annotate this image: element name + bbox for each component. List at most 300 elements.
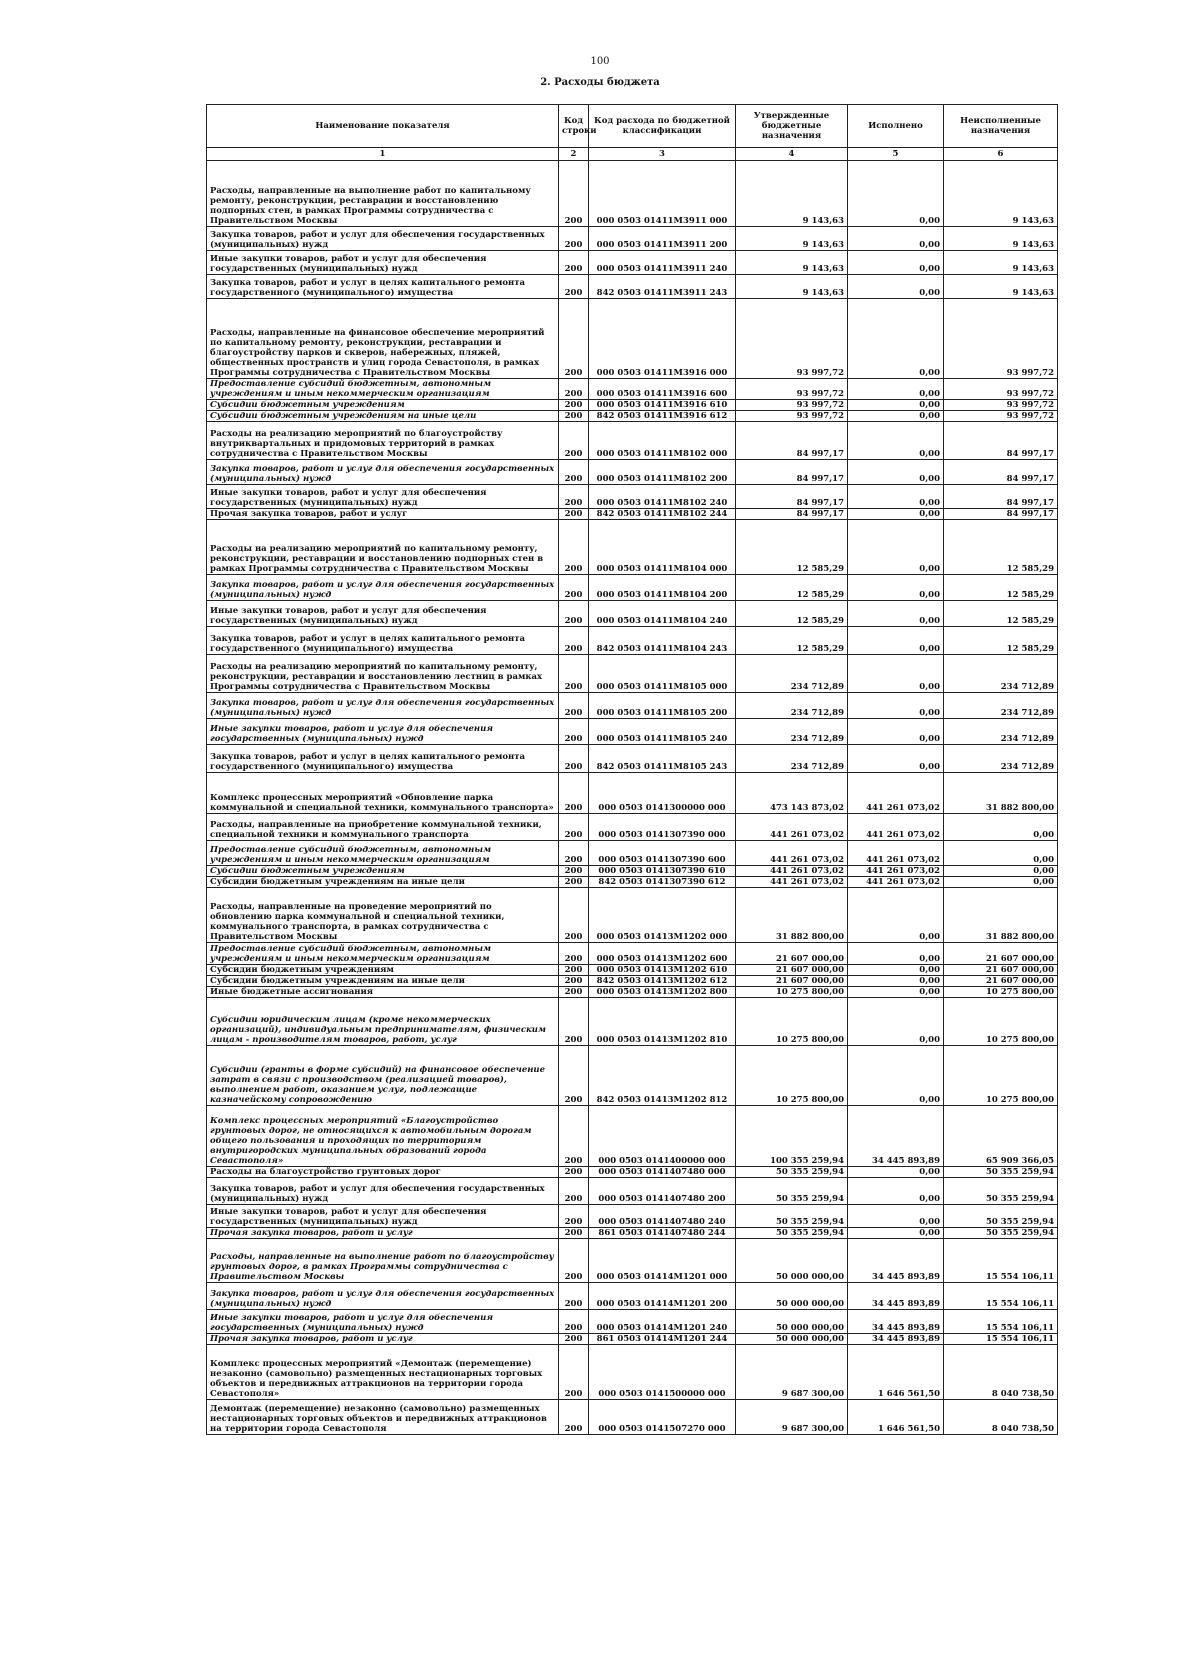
row-classification-code: 000 0503 01411М8104 200 [589, 575, 736, 601]
row-executed: 441 261 073,02 [848, 866, 944, 877]
header-approved-amount: Утвержденные бюджетные назначения [736, 105, 848, 148]
row-name: Иные закупки товаров, работ и услуг для обеспечения государственных (муниципальных) нужд [207, 485, 559, 509]
row-approved: 50 000 000,00 [736, 1283, 848, 1310]
row-line-code: 200 [559, 509, 589, 520]
row-line-code: 200 [559, 161, 589, 227]
row-unexecuted: 93 997,72 [944, 400, 1058, 411]
row-name: Комплекс процессных мероприятий «Благоустройство грунтовых дорог, не относящихся к автомобильным дорогам общего пользования и проходящих по территориям внутригородских муниципальных образований города Севастополя» [207, 1106, 559, 1167]
column-number-row [207, 148, 1058, 161]
row-line-code: 200 [559, 400, 589, 411]
table-row [207, 400, 1058, 411]
row-unexecuted: 234 712,89 [944, 655, 1058, 693]
table-row [207, 693, 1058, 719]
row-classification-code: 000 0503 0141307390 000 [589, 814, 736, 841]
row-executed: 0,00 [848, 745, 944, 773]
table-row [207, 1345, 1058, 1400]
row-unexecuted: 93 997,72 [944, 379, 1058, 400]
row-approved: 9 687 300,00 [736, 1400, 848, 1435]
row-approved: 50 355 259,94 [736, 1205, 848, 1228]
row-line-code: 200 [559, 1205, 589, 1228]
row-unexecuted: 12 585,29 [944, 520, 1058, 575]
table-row [207, 773, 1058, 814]
row-executed: 34 445 893,89 [848, 1283, 944, 1310]
row-approved: 93 997,72 [736, 411, 848, 422]
row-unexecuted: 234 712,89 [944, 745, 1058, 773]
table-row [207, 1283, 1058, 1310]
table-row [207, 943, 1058, 965]
row-classification-code: 000 0503 0141300000 000 [589, 773, 736, 814]
row-line-code: 200 [559, 227, 589, 251]
table-row [207, 422, 1058, 460]
row-unexecuted: 50 355 259,94 [944, 1167, 1058, 1178]
row-line-code: 200 [559, 888, 589, 943]
row-line-code: 200 [559, 411, 589, 422]
table-row [207, 976, 1058, 987]
row-line-code: 200 [559, 1334, 589, 1345]
row-classification-code: 842 0503 01411М3911 243 [589, 275, 736, 299]
row-name: Субсидии юридическим лицам (кроме некоммерческих организаций), индивидуальным предпринимателям, физическим лицам - производителям товаров, работ, услуг [207, 998, 559, 1046]
row-approved: 12 585,29 [736, 601, 848, 627]
row-line-code: 200 [559, 1310, 589, 1334]
row-executed: 0,00 [848, 422, 944, 460]
row-unexecuted: 15 554 106,11 [944, 1310, 1058, 1334]
row-executed: 0,00 [848, 411, 944, 422]
row-approved: 234 712,89 [736, 719, 848, 745]
row-name: Расходы на реализацию мероприятий по капитальному ремонту, реконструкции, реставрации и восстановлению лестниц в рамках Программы сотрудничества с Правительством Москвы [207, 655, 559, 693]
row-name: Иные закупки товаров, работ и услуг для обеспечения государственных (муниципальных) нужд [207, 601, 559, 627]
table-row [207, 509, 1058, 520]
row-executed: 0,00 [848, 998, 944, 1046]
row-approved: 12 585,29 [736, 520, 848, 575]
row-executed: 0,00 [848, 627, 944, 655]
row-classification-code: 000 0503 01414М1201 000 [589, 1239, 736, 1283]
row-name: Прочая закупка товаров, работ и услуг [207, 1334, 559, 1345]
row-name: Закупка товаров, работ и услуг для обеспечения государственных (муниципальных) нужд [207, 1178, 559, 1205]
row-line-code: 200 [559, 693, 589, 719]
row-approved: 10 275 800,00 [736, 1046, 848, 1106]
row-line-code: 200 [559, 1228, 589, 1239]
column-number: 1 [207, 148, 559, 161]
row-line-code: 200 [559, 275, 589, 299]
row-classification-code: 000 0503 01411М3911 000 [589, 161, 736, 227]
row-line-code: 200 [559, 655, 589, 693]
table-row [207, 841, 1058, 866]
row-line-code: 200 [559, 422, 589, 460]
row-executed: 0,00 [848, 400, 944, 411]
table-row [207, 1400, 1058, 1435]
row-name: Субсидии (гранты в форме субсидий) на финансовое обеспечение затрат в связи с производством (реализацией товаров), выполнением работ, оказанием услуг, подлежащие казначейскому сопровождению [207, 1046, 559, 1106]
row-name: Иные закупки товаров, работ и услуг для обеспечения государственных (муниципальных) нужд [207, 1205, 559, 1228]
row-line-code: 200 [559, 627, 589, 655]
row-line-code: 200 [559, 745, 589, 773]
row-approved: 21 607 000,00 [736, 965, 848, 976]
row-classification-code: 000 0503 01414М1201 200 [589, 1283, 736, 1310]
row-line-code: 200 [559, 1167, 589, 1178]
row-classification-code: 000 0503 01411М3916 000 [589, 299, 736, 379]
column-number: 3 [589, 148, 736, 161]
row-executed: 0,00 [848, 1228, 944, 1239]
row-executed: 441 261 073,02 [848, 841, 944, 866]
table-row [207, 1167, 1058, 1178]
row-line-code: 200 [559, 1345, 589, 1400]
row-executed: 0,00 [848, 1046, 944, 1106]
row-classification-code: 000 0503 01411М8105 240 [589, 719, 736, 745]
row-classification-code: 000 0503 01414М1201 240 [589, 1310, 736, 1334]
column-number: 2 [559, 148, 589, 161]
table-row [207, 1178, 1058, 1205]
table-row [207, 379, 1058, 400]
row-name: Предоставление субсидий бюджетным, автономным учреждениям и иным некоммерческим организациям [207, 943, 559, 965]
row-unexecuted: 9 143,63 [944, 275, 1058, 299]
table-row [207, 275, 1058, 299]
row-unexecuted: 84 997,17 [944, 460, 1058, 485]
header-executed-amount: Исполнено [848, 105, 944, 148]
row-approved: 441 261 073,02 [736, 814, 848, 841]
row-unexecuted: 12 585,29 [944, 627, 1058, 655]
row-line-code: 200 [559, 601, 589, 627]
row-classification-code: 000 0503 01411М8104 000 [589, 520, 736, 575]
row-approved: 93 997,72 [736, 400, 848, 411]
row-unexecuted: 31 882 800,00 [944, 888, 1058, 943]
row-executed: 0,00 [848, 888, 944, 943]
row-approved: 31 882 800,00 [736, 888, 848, 943]
row-name: Расходы, направленные на проведение мероприятий по обновлению парка коммунальной и специальной техники, коммунального транспорта, в рамках сотрудничества с Правительством Москвы [207, 888, 559, 943]
row-name: Субсидии бюджетным учреждениям [207, 400, 559, 411]
row-executed: 0,00 [848, 520, 944, 575]
row-classification-code: 000 0503 0141507270 000 [589, 1400, 736, 1435]
row-name: Расходы, направленные на финансовое обеспечение мероприятий по капитальному ремонту, реконструкции, реставрации и благоустройству парков и скверов, набережных, пляжей, общественных пространств и улиц города Севастополя, в рамках Программы сотрудничества с Правительством Москвы [207, 299, 559, 379]
row-unexecuted: 93 997,72 [944, 411, 1058, 422]
row-executed: 0,00 [848, 943, 944, 965]
table-row [207, 998, 1058, 1046]
row-unexecuted: 50 355 259,94 [944, 1178, 1058, 1205]
row-classification-code: 000 0503 01411М8105 000 [589, 655, 736, 693]
row-approved: 84 997,17 [736, 460, 848, 485]
row-classification-code: 842 0503 0141307390 612 [589, 877, 736, 888]
row-classification-code: 861 0503 01414М1201 244 [589, 1334, 736, 1345]
row-unexecuted: 84 997,17 [944, 422, 1058, 460]
row-line-code: 200 [559, 976, 589, 987]
row-approved: 12 585,29 [736, 575, 848, 601]
row-unexecuted: 84 997,17 [944, 509, 1058, 520]
table-row [207, 1334, 1058, 1345]
row-classification-code: 842 0503 01411М8102 244 [589, 509, 736, 520]
row-approved: 50 000 000,00 [736, 1239, 848, 1283]
row-executed: 0,00 [848, 1205, 944, 1228]
row-approved: 234 712,89 [736, 655, 848, 693]
row-line-code: 200 [559, 841, 589, 866]
row-classification-code: 000 0503 0141407480 200 [589, 1178, 736, 1205]
row-line-code: 200 [559, 575, 589, 601]
table-row [207, 601, 1058, 627]
row-executed: 0,00 [848, 509, 944, 520]
row-approved: 9 143,63 [736, 227, 848, 251]
row-classification-code: 000 0503 01413М1202 600 [589, 943, 736, 965]
row-approved: 234 712,89 [736, 693, 848, 719]
row-unexecuted: 65 909 366,05 [944, 1106, 1058, 1167]
row-classification-code: 842 0503 01411М8104 243 [589, 627, 736, 655]
row-name: Закупка товаров, работ и услуг для обеспечения государственных (муниципальных) нужд [207, 575, 559, 601]
row-name: Субсидии бюджетным учреждениям на иные цели [207, 411, 559, 422]
row-approved: 21 607 000,00 [736, 976, 848, 987]
row-classification-code: 000 0503 0141500000 000 [589, 1345, 736, 1400]
row-unexecuted: 8 040 738,50 [944, 1345, 1058, 1400]
row-classification-code: 000 0503 01413М1202 800 [589, 987, 736, 998]
table-row [207, 987, 1058, 998]
row-name: Прочая закупка товаров, работ и услуг [207, 509, 559, 520]
row-name: Расходы, направленные на выполнение работ по капитальному ремонту, реконструкции, реставрации и восстановлению подпорных стен, в рамках Программы сотрудничества с Правительством Москвы [207, 161, 559, 227]
row-name: Расходы на реализацию мероприятий по благоустройству внутриквартальных и придомовых территорий в рамках сотрудничества с Правительством Москвы [207, 422, 559, 460]
table-row [207, 485, 1058, 509]
row-name: Иные закупки товаров, работ и услуг для обеспечения государственных (муниципальных) нужд [207, 251, 559, 275]
row-approved: 84 997,17 [736, 485, 848, 509]
row-classification-code: 000 0503 01411М8104 240 [589, 601, 736, 627]
row-approved: 93 997,72 [736, 299, 848, 379]
table-row [207, 520, 1058, 575]
row-name: Демонтаж (перемещение) незаконно (самовольно) размещенных нестационарных торговых объектов и передвижных аттракционов на территории города Севастополя [207, 1400, 559, 1435]
table-row [207, 251, 1058, 275]
table-row [207, 299, 1058, 379]
row-name: Закупка товаров, работ и услуг в целях капитального ремонта государственного (муниципального) имущества [207, 627, 559, 655]
row-executed: 34 445 893,89 [848, 1106, 944, 1167]
row-name: Предоставление субсидий бюджетным, автономным учреждениям и иным некоммерческим организациям [207, 841, 559, 866]
row-executed: 0,00 [848, 161, 944, 227]
row-line-code: 200 [559, 1283, 589, 1310]
row-unexecuted: 10 275 800,00 [944, 998, 1058, 1046]
row-unexecuted: 12 585,29 [944, 601, 1058, 627]
row-unexecuted: 21 607 000,00 [944, 965, 1058, 976]
table-row [207, 877, 1058, 888]
row-executed: 0,00 [848, 987, 944, 998]
row-unexecuted: 93 997,72 [944, 299, 1058, 379]
row-approved: 21 607 000,00 [736, 943, 848, 965]
row-line-code: 200 [559, 460, 589, 485]
row-executed: 1 646 561,50 [848, 1345, 944, 1400]
row-approved: 84 997,17 [736, 509, 848, 520]
row-name: Закупка товаров, работ и услуг для обеспечения государственных (муниципальных) нужд [207, 1283, 559, 1310]
row-approved: 84 997,17 [736, 422, 848, 460]
row-classification-code: 842 0503 01413М1202 812 [589, 1046, 736, 1106]
row-executed: 0,00 [848, 965, 944, 976]
row-name: Иные закупки товаров, работ и услуг для обеспечения государственных (муниципальных) нужд [207, 719, 559, 745]
column-number: 5 [848, 148, 944, 161]
row-executed: 441 261 073,02 [848, 814, 944, 841]
column-number: 6 [944, 148, 1058, 161]
row-line-code: 200 [559, 965, 589, 976]
row-classification-code: 842 0503 01411М3916 612 [589, 411, 736, 422]
row-unexecuted: 84 997,17 [944, 485, 1058, 509]
row-line-code: 200 [559, 998, 589, 1046]
row-executed: 0,00 [848, 1167, 944, 1178]
row-classification-code: 842 0503 01411М8105 243 [589, 745, 736, 773]
row-name: Расходы, направленные на выполнение работ по благоустройству грунтовых дорог, в рамках Программы сотрудничества с Правительством Москвы [207, 1239, 559, 1283]
table-row [207, 745, 1058, 773]
row-line-code: 200 [559, 1178, 589, 1205]
row-executed: 0,00 [848, 693, 944, 719]
row-line-code: 200 [559, 520, 589, 575]
row-classification-code: 000 0503 01411М3911 200 [589, 227, 736, 251]
row-executed: 0,00 [848, 227, 944, 251]
row-name: Закупка товаров, работ и услуг в целях капитального ремонта государственного (муниципального) имущества [207, 745, 559, 773]
row-name: Субсидии бюджетным учреждениям [207, 965, 559, 976]
row-executed: 0,00 [848, 379, 944, 400]
row-classification-code: 000 0503 0141407480 240 [589, 1205, 736, 1228]
row-name: Субсидии бюджетным учреждениям на иные цели [207, 877, 559, 888]
row-executed: 0,00 [848, 976, 944, 987]
row-line-code: 200 [559, 877, 589, 888]
row-executed: 0,00 [848, 251, 944, 275]
row-approved: 93 997,72 [736, 379, 848, 400]
row-line-code: 200 [559, 1239, 589, 1283]
row-unexecuted: 0,00 [944, 841, 1058, 866]
row-executed: 0,00 [848, 575, 944, 601]
header-line-code: Код строки [559, 105, 589, 148]
row-unexecuted: 15 554 106,11 [944, 1283, 1058, 1310]
row-unexecuted: 234 712,89 [944, 719, 1058, 745]
table-row [207, 627, 1058, 655]
row-unexecuted: 9 143,63 [944, 227, 1058, 251]
row-name: Закупка товаров, работ и услуг для обеспечения государственных (муниципальных) нужд [207, 227, 559, 251]
row-classification-code: 000 0503 0141400000 000 [589, 1106, 736, 1167]
table-row [207, 1106, 1058, 1167]
row-line-code: 200 [559, 379, 589, 400]
row-executed: 34 445 893,89 [848, 1334, 944, 1345]
row-classification-code: 000 0503 01411М8102 000 [589, 422, 736, 460]
row-classification-code: 000 0503 0141307390 600 [589, 841, 736, 866]
row-line-code: 200 [559, 719, 589, 745]
row-approved: 50 355 259,94 [736, 1167, 848, 1178]
row-classification-code: 000 0503 01411М3916 610 [589, 400, 736, 411]
row-approved: 441 261 073,02 [736, 841, 848, 866]
row-classification-code: 000 0503 01411М8102 200 [589, 460, 736, 485]
row-unexecuted: 10 275 800,00 [944, 1046, 1058, 1106]
row-classification-code: 000 0503 01413М1202 810 [589, 998, 736, 1046]
table-row [207, 460, 1058, 485]
row-classification-code: 000 0503 0141307390 610 [589, 866, 736, 877]
row-approved: 473 143 873,02 [736, 773, 848, 814]
row-unexecuted: 50 355 259,94 [944, 1205, 1058, 1228]
row-approved: 441 261 073,02 [736, 866, 848, 877]
row-approved: 9 143,63 [736, 275, 848, 299]
row-line-code: 200 [559, 251, 589, 275]
row-name: Иные закупки товаров, работ и услуг для обеспечения государственных (муниципальных) нужд [207, 1310, 559, 1334]
row-line-code: 200 [559, 1400, 589, 1435]
row-unexecuted: 0,00 [944, 877, 1058, 888]
row-approved: 9 143,63 [736, 161, 848, 227]
row-approved: 50 000 000,00 [736, 1334, 848, 1345]
budget-expenditure-table [206, 104, 1058, 1435]
row-unexecuted: 21 607 000,00 [944, 943, 1058, 965]
table-row [207, 719, 1058, 745]
row-approved: 234 712,89 [736, 745, 848, 773]
row-name: Предоставление субсидий бюджетным, автономным учреждениям и иным некоммерческим организациям [207, 379, 559, 400]
row-unexecuted: 12 585,29 [944, 575, 1058, 601]
row-unexecuted: 9 143,63 [944, 161, 1058, 227]
row-executed: 0,00 [848, 299, 944, 379]
row-line-code: 200 [559, 773, 589, 814]
row-executed: 0,00 [848, 275, 944, 299]
row-executed: 0,00 [848, 601, 944, 627]
row-approved: 50 000 000,00 [736, 1310, 848, 1334]
row-approved: 50 355 259,94 [736, 1228, 848, 1239]
section-title: 2. Расходы бюджета [540, 77, 660, 88]
row-unexecuted: 0,00 [944, 866, 1058, 877]
row-name: Иные бюджетные ассигнования [207, 987, 559, 998]
row-approved: 12 585,29 [736, 627, 848, 655]
row-unexecuted: 0,00 [944, 814, 1058, 841]
table-row [207, 965, 1058, 976]
table-row [207, 1205, 1058, 1228]
row-approved: 10 275 800,00 [736, 987, 848, 998]
row-unexecuted: 15 554 106,11 [944, 1334, 1058, 1345]
table-row [207, 814, 1058, 841]
row-name: Расходы на благоустройство грунтовых дорог [207, 1167, 559, 1178]
row-executed: 0,00 [848, 460, 944, 485]
row-classification-code: 000 0503 01413М1202 000 [589, 888, 736, 943]
row-unexecuted: 15 554 106,11 [944, 1239, 1058, 1283]
row-name: Закупка товаров, работ и услуг в целях капитального ремонта государственного (муниципального) имущества [207, 275, 559, 299]
row-line-code: 200 [559, 1046, 589, 1106]
row-classification-code: 842 0503 01413М1202 612 [589, 976, 736, 987]
row-classification-code: 000 0503 01411М3916 600 [589, 379, 736, 400]
row-approved: 9 687 300,00 [736, 1345, 848, 1400]
row-name: Комплекс процессных мероприятий «Обновление парка коммунальной и специальной техники, коммунального транспорта» [207, 773, 559, 814]
row-approved: 10 275 800,00 [736, 998, 848, 1046]
table-row [207, 227, 1058, 251]
row-line-code: 200 [559, 485, 589, 509]
row-unexecuted: 50 355 259,94 [944, 1228, 1058, 1239]
header-indicator-name: Наименование показателя [207, 105, 559, 148]
row-classification-code: 000 0503 01411М8105 200 [589, 693, 736, 719]
row-name: Комплекс процессных мероприятий «Демонтаж (перемещение) незаконно (самовольно) размещенных нестационарных торговых объектов и передвижных аттракционов на территории города Севастополя» [207, 1345, 559, 1400]
row-classification-code: 000 0503 01411М8102 240 [589, 485, 736, 509]
table-row [207, 1310, 1058, 1334]
row-unexecuted: 21 607 000,00 [944, 976, 1058, 987]
row-line-code: 200 [559, 299, 589, 379]
row-unexecuted: 31 882 800,00 [944, 773, 1058, 814]
row-executed: 0,00 [848, 485, 944, 509]
row-name: Закупка товаров, работ и услуг для обеспечения государственных (муниципальных) нужд [207, 460, 559, 485]
row-classification-code: 861 0503 0141407480 244 [589, 1228, 736, 1239]
column-number: 4 [736, 148, 848, 161]
table-row [207, 1228, 1058, 1239]
row-executed: 0,00 [848, 719, 944, 745]
table-row [207, 575, 1058, 601]
row-unexecuted: 234 712,89 [944, 693, 1058, 719]
row-executed: 0,00 [848, 1178, 944, 1205]
row-executed: 441 261 073,02 [848, 877, 944, 888]
table-row [207, 161, 1058, 227]
row-unexecuted: 10 275 800,00 [944, 987, 1058, 998]
row-classification-code: 000 0503 0141407480 000 [589, 1167, 736, 1178]
row-approved: 100 355 259,94 [736, 1106, 848, 1167]
row-line-code: 200 [559, 1106, 589, 1167]
row-unexecuted: 8 040 738,50 [944, 1400, 1058, 1435]
row-executed: 34 445 893,89 [848, 1239, 944, 1283]
row-executed: 0,00 [848, 655, 944, 693]
row-executed: 34 445 893,89 [848, 1310, 944, 1334]
header-unexecuted-amount: Неисполненные назначения [944, 105, 1058, 148]
row-name: Субсидии бюджетным учреждениям на иные цели [207, 976, 559, 987]
row-name: Прочая закупка товаров, работ и услуг [207, 1228, 559, 1239]
row-executed: 441 261 073,02 [848, 773, 944, 814]
row-line-code: 200 [559, 814, 589, 841]
table-row [207, 655, 1058, 693]
row-classification-code: 000 0503 01411М3911 240 [589, 251, 736, 275]
row-name: Закупка товаров, работ и услуг для обеспечения государственных (муниципальных) нужд [207, 693, 559, 719]
page-number: 100 [590, 56, 610, 67]
table-row [207, 1239, 1058, 1283]
